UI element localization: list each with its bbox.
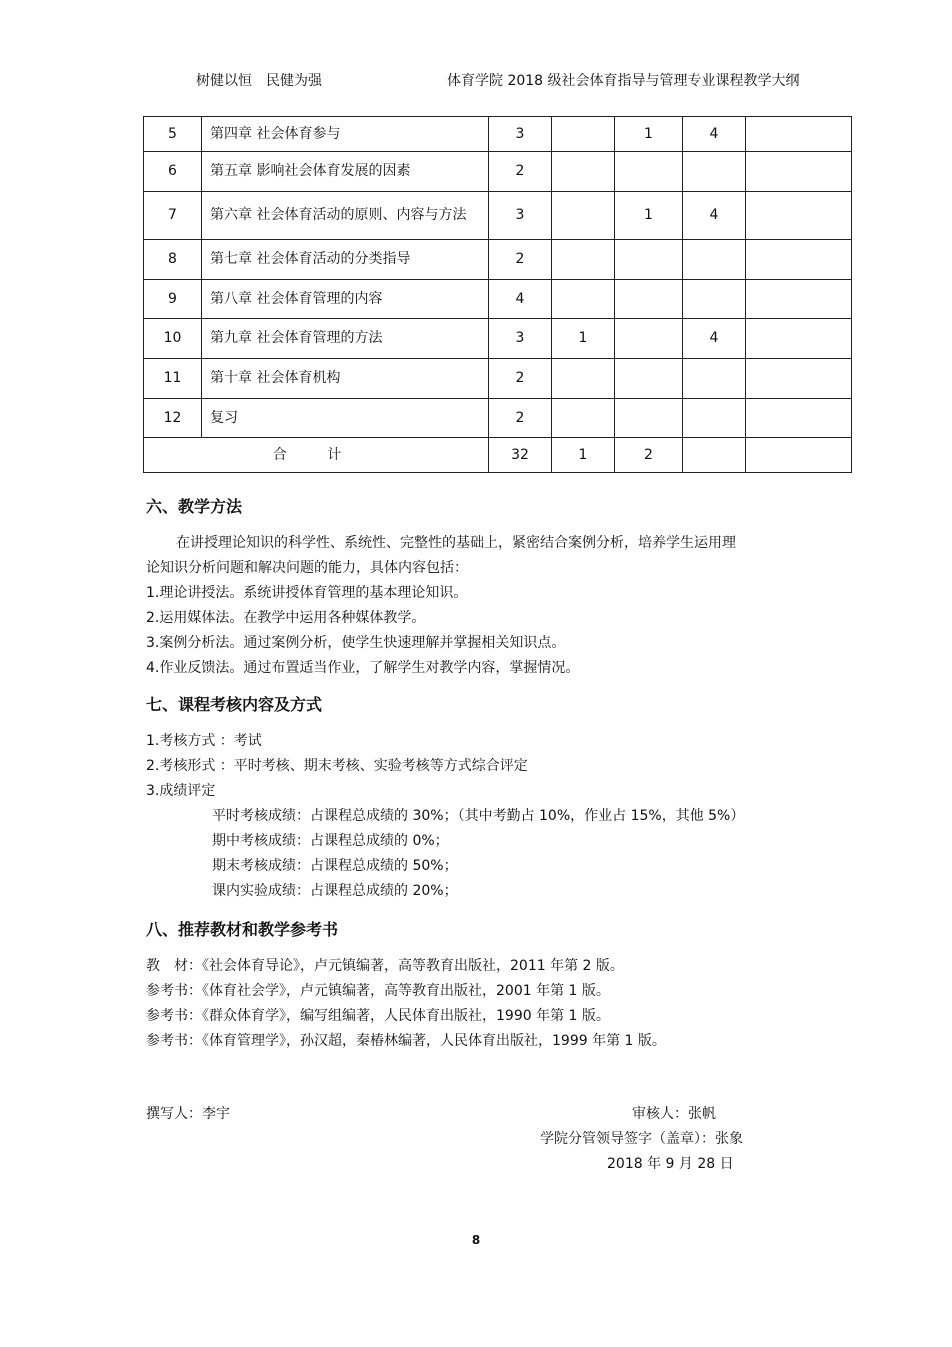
hours-cell [552, 240, 615, 280]
total-cell [683, 438, 746, 473]
list-item: 2.运用媒体法。在教学中运用各种媒体教学。 [146, 610, 426, 626]
hours-cell [746, 117, 852, 152]
hours-cell: 4 [683, 117, 746, 152]
hours-cell [683, 280, 746, 319]
table-row [144, 117, 852, 152]
hours-cell [683, 240, 746, 280]
hours-cell [615, 280, 683, 319]
hours-cell [552, 117, 615, 152]
hours-cell [746, 192, 852, 240]
header-left-motto: 树健以恒 民健为强 [196, 73, 322, 89]
table-row [144, 192, 852, 240]
table-row [144, 319, 852, 359]
hours-cell: 4 [683, 319, 746, 359]
grade-line: 期中考核成绩：占课程总成绩的 0%； [212, 833, 449, 849]
section-heading-teaching-methods: 六、教学方法 [146, 497, 243, 516]
header-document-title: 体育学院 2018 级社会体育指导与管理专业课程教学大纲 [447, 73, 800, 89]
grade-line: 平时考核成绩：占课程总成绩的 30%；（其中考勤占 10%，作业占 15%，其他 5%） [212, 808, 745, 824]
list-item: 1.考核方式 ：考试 [146, 733, 262, 749]
hours-cell [683, 152, 746, 192]
table-row [144, 399, 852, 438]
row-number: 9 [144, 280, 202, 319]
grade-line: 期末考核成绩：占课程总成绩的 50%； [212, 858, 458, 874]
page-number: 8 [471, 1233, 481, 1247]
chapter-title: 第五章 影响社会体育发展的因素 [202, 152, 489, 192]
hours-cell [615, 319, 683, 359]
chapter-title: 第六章 社会体育活动的原则、内容与方法 [202, 192, 489, 240]
list-item: 1.理论讲授法。系统讲授体育管理的基本理论知识。 [146, 585, 468, 601]
chapter-title: 第七章 社会体育活动的分类指导 [202, 240, 489, 280]
hours-cell [615, 240, 683, 280]
row-number: 8 [144, 240, 202, 280]
hours-cell [615, 359, 683, 399]
table-total-row [144, 438, 852, 473]
hours-cell [615, 399, 683, 438]
hours-cell [552, 359, 615, 399]
hours-cell: 3 [489, 319, 552, 359]
chapter-title: 第九章 社会体育管理的方法 [202, 319, 489, 359]
hours-cell: 2 [489, 240, 552, 280]
hours-cell [746, 399, 852, 438]
hours-cell: 1 [615, 117, 683, 152]
hours-cell: 4 [683, 192, 746, 240]
hours-cell [683, 359, 746, 399]
hours-cell [746, 280, 852, 319]
hours-cell: 1 [552, 319, 615, 359]
hours-cell: 3 [489, 117, 552, 152]
hours-cell [746, 240, 852, 280]
list-item: 3.案例分析法。通过案例分析，使学生快速理解并掌握相关知识点。 [146, 635, 566, 651]
paragraph-line: 论知识分析问题和解决问题的能力，具体内容包括： [146, 560, 468, 576]
chapter-title: 第十章 社会体育机构 [202, 359, 489, 399]
table-row [144, 240, 852, 280]
table-row [144, 359, 852, 399]
reference-item: 参考书：《体育管理学》，孙汉超，秦椿林编著，人民体育出版社，1999 年第 1 版。 [146, 1033, 666, 1049]
section-heading-assessment: 七、课程考核内容及方式 [146, 695, 323, 714]
hours-cell: 3 [489, 192, 552, 240]
hours-cell [746, 152, 852, 192]
total-label: 合 计 [144, 438, 489, 473]
hours-cell [615, 152, 683, 192]
row-number: 6 [144, 152, 202, 192]
grade-line: 课内实验成绩：占课程总成绩的 20%； [212, 883, 458, 899]
hours-cell [746, 359, 852, 399]
reference-item: 教 材：《社会体育导论》，卢元镇编著，高等教育出版社，2011 年第 2 版。 [146, 958, 624, 974]
reviewer-signature: 审核人：张帆 [632, 1106, 716, 1122]
row-number: 7 [144, 192, 202, 240]
total-cell [746, 438, 852, 473]
hours-cell [552, 152, 615, 192]
chapter-title: 复习 [202, 399, 489, 438]
hours-cell [552, 280, 615, 319]
hours-cell: 2 [489, 152, 552, 192]
hours-cell: 1 [615, 192, 683, 240]
list-item: 2.考核形式 ：平时考核、期末考核、实验考核等方式综合评定 [146, 758, 528, 774]
chapter-title: 第四章 社会体育参与 [202, 117, 489, 152]
reference-item: 参考书：《体育社会学》，卢元镇编著，高等教育出版社，2001 年第 1 版。 [146, 983, 610, 999]
table-row [144, 152, 852, 192]
hours-cell [552, 192, 615, 240]
signature-date: 2018 年 9 月 28 日 [607, 1156, 734, 1172]
chapter-title: 第八章 社会体育管理的内容 [202, 280, 489, 319]
list-item: 4.作业反馈法。通过布置适当作业，了解学生对教学内容，掌握情况。 [146, 660, 580, 676]
hours-cell [746, 319, 852, 359]
hours-cell: 2 [489, 399, 552, 438]
reference-item: 参考书：《群众体育学》，编写组编著，人民体育出版社，1990 年第 1 版。 [146, 1008, 610, 1024]
course-schedule-table [143, 116, 852, 473]
row-number: 5 [144, 117, 202, 152]
row-number: 10 [144, 319, 202, 359]
table-row [144, 280, 852, 319]
hours-cell: 2 [489, 359, 552, 399]
hours-cell [552, 399, 615, 438]
hours-cell [683, 399, 746, 438]
writer-signature: 撰写人：李宇 [146, 1106, 230, 1122]
total-cell: 2 [615, 438, 683, 473]
list-item: 3.成绩评定 [146, 783, 216, 799]
row-number: 12 [144, 399, 202, 438]
section-heading-textbooks: 八、推荐教材和教学参考书 [146, 920, 339, 939]
total-cell: 32 [489, 438, 552, 473]
paragraph-line: 在讲授理论知识的科学性、系统性、完整性的基础上，紧密结合案例分析，培养学生运用理 [176, 535, 736, 551]
row-number: 11 [144, 359, 202, 399]
hours-cell: 4 [489, 280, 552, 319]
total-cell: 1 [552, 438, 615, 473]
leader-signature: 学院分管领导签字（盖章）：张象 [540, 1131, 743, 1147]
